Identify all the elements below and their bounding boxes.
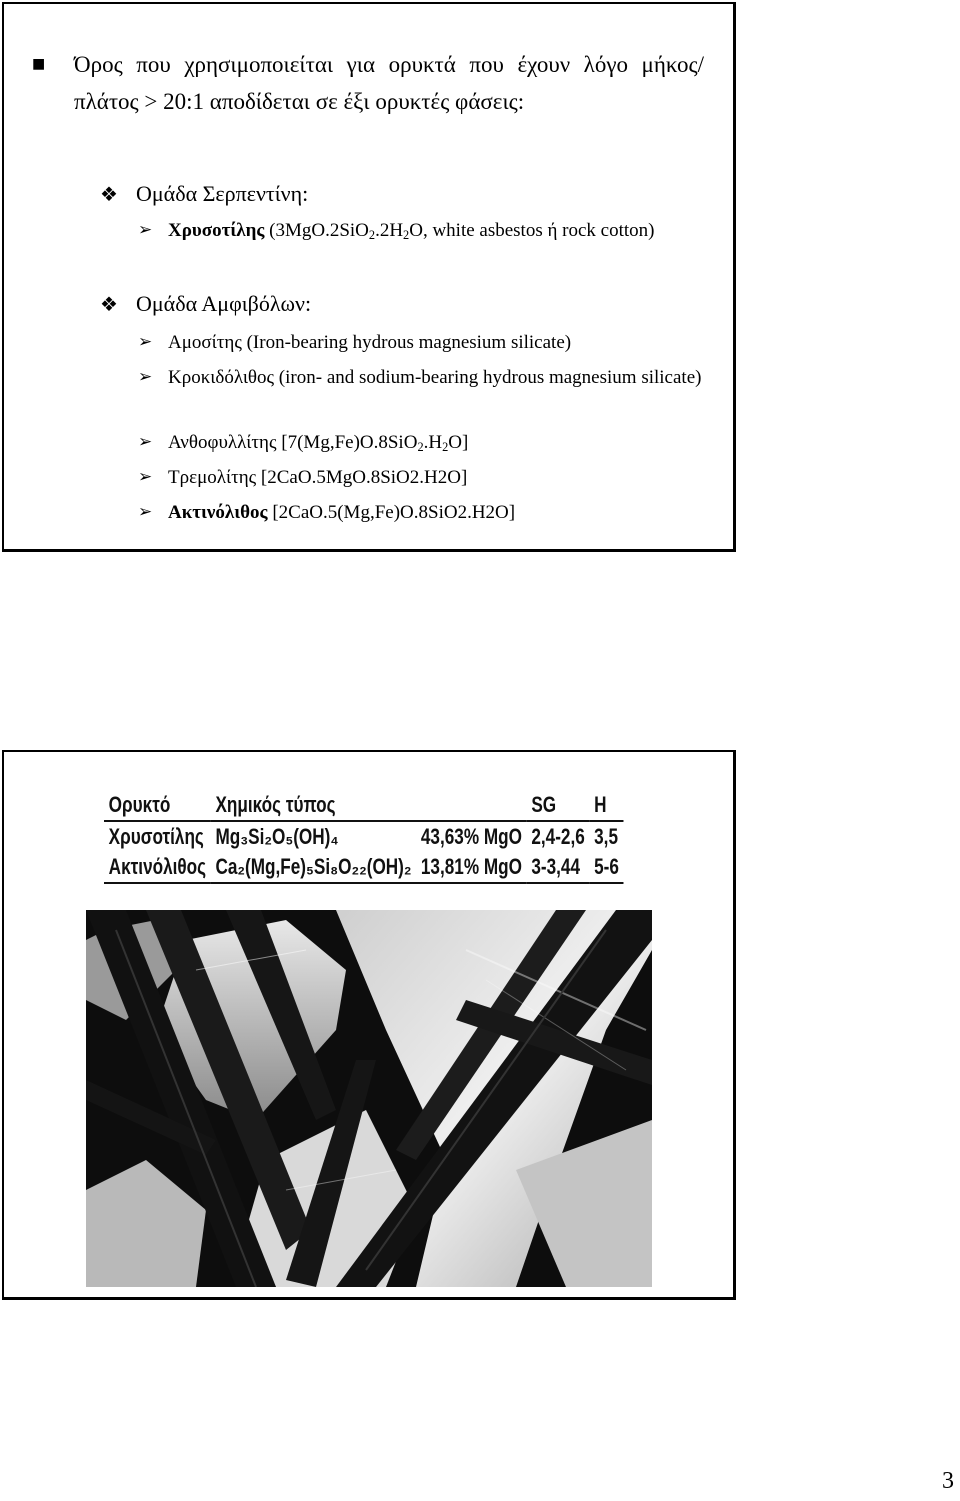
subscript: 2 — [403, 228, 410, 242]
slide-2 — [2, 750, 736, 1300]
formula: O] — [448, 432, 469, 453]
arrow-bullet-icon: ➢ — [138, 432, 153, 452]
header-h: H — [594, 792, 607, 817]
formula: [7(Mg,Fe)O.8SiO — [276, 432, 418, 453]
group-amphiboles — [100, 286, 706, 322]
list-item-amosite — [138, 328, 702, 357]
intro-paragraph — [32, 46, 704, 120]
group-serpentine — [100, 176, 706, 212]
header-sg: SG — [531, 792, 557, 817]
arrow-bullet-icon: ➢ — [138, 467, 153, 487]
cell-formula: Ca₂(Mg,Fe)₅Si₈O₂₂(OH)₂ — [215, 854, 412, 879]
formula: (3MgO.2SiO — [269, 220, 369, 241]
intro-text: Όρος που χρησιμοποιείται για ορυκτά που έχουν λόγο μήκος/πλάτος > 20:1 αποδίδεται σε έξι ορυκτές φάσεις: — [74, 52, 704, 114]
table-header-row — [104, 790, 624, 821]
subscript: 2 — [368, 228, 376, 242]
cell-mineral: Ακτινόλιθος — [108, 854, 207, 879]
subscript: 2 — [442, 440, 449, 454]
page-number: 3 — [942, 1468, 954, 1494]
list-item-crocidolite — [138, 363, 702, 392]
header-mgo — [416, 790, 526, 821]
mineral-name: Ακτινόλιθος — [168, 502, 268, 523]
mineral-name: Ανθοφυλλίτης — [168, 432, 277, 453]
cell-sg: 2,4-2,6 — [531, 824, 585, 849]
cell-sg: 3-3,44 — [531, 854, 581, 879]
group-title: Ομάδα Σερπεντίνη: — [136, 181, 309, 206]
formula: [2CaO.5(Mg,Fe)O.8SiO2.H2O] — [267, 502, 516, 523]
arrow-bullet-icon: ➢ — [138, 502, 153, 522]
diamond-bullet-icon: ❖ — [100, 182, 118, 206]
mineral-properties-table — [104, 790, 624, 884]
table-row — [104, 852, 624, 883]
item-text: Κροκιδόλιθος (iron- and sodium-bearing hydrous magnesium silicate) — [168, 367, 702, 388]
formula: .2H — [375, 220, 404, 241]
item-text: Αμοσίτης (Iron-bearing hydrous magnesium silicate) — [168, 332, 572, 353]
formula: O, white asbestos ή rock cotton) — [409, 220, 655, 241]
cell-h: 5-6 — [594, 854, 619, 879]
arrow-bullet-icon: ➢ — [138, 332, 153, 352]
list-item-actinolite — [138, 498, 702, 527]
header-formula: Χημικός τύπος — [215, 792, 336, 817]
group-title: Ομάδα Αμφιβόλων: — [136, 291, 312, 316]
subscript: 2 — [417, 440, 424, 454]
slide-1 — [2, 2, 736, 552]
list-item-tremolite — [138, 463, 702, 492]
arrow-bullet-icon: ➢ — [138, 220, 153, 240]
diamond-bullet-icon: ❖ — [100, 292, 118, 316]
arrow-bullet-icon: ➢ — [138, 367, 153, 387]
list-item-anthophyllite — [138, 428, 702, 457]
cell-mineral: Χρυσοτίλης — [108, 824, 204, 849]
cell-h: 3,5 — [594, 824, 618, 849]
cell-formula: Mg₃Si₂O₅(OH)₄ — [215, 824, 339, 849]
mineral-name: Χρυσοτίλης — [168, 220, 265, 241]
square-bullet-icon: ■ — [32, 56, 46, 72]
header-mineral: Ορυκτό — [108, 792, 171, 817]
photo-illustration — [86, 910, 652, 1287]
asbestos-mineral-photo — [86, 910, 652, 1287]
cell-mgo: 13,81% MgO — [420, 854, 522, 879]
table-row — [104, 821, 624, 852]
list-item-chrysotile — [138, 216, 702, 245]
formula: .H — [423, 432, 443, 453]
item-text: Τρεμολίτης [2CaO.5MgO.8SiO2.H2O] — [168, 467, 468, 488]
cell-mgo: 43,63% MgO — [420, 824, 522, 849]
